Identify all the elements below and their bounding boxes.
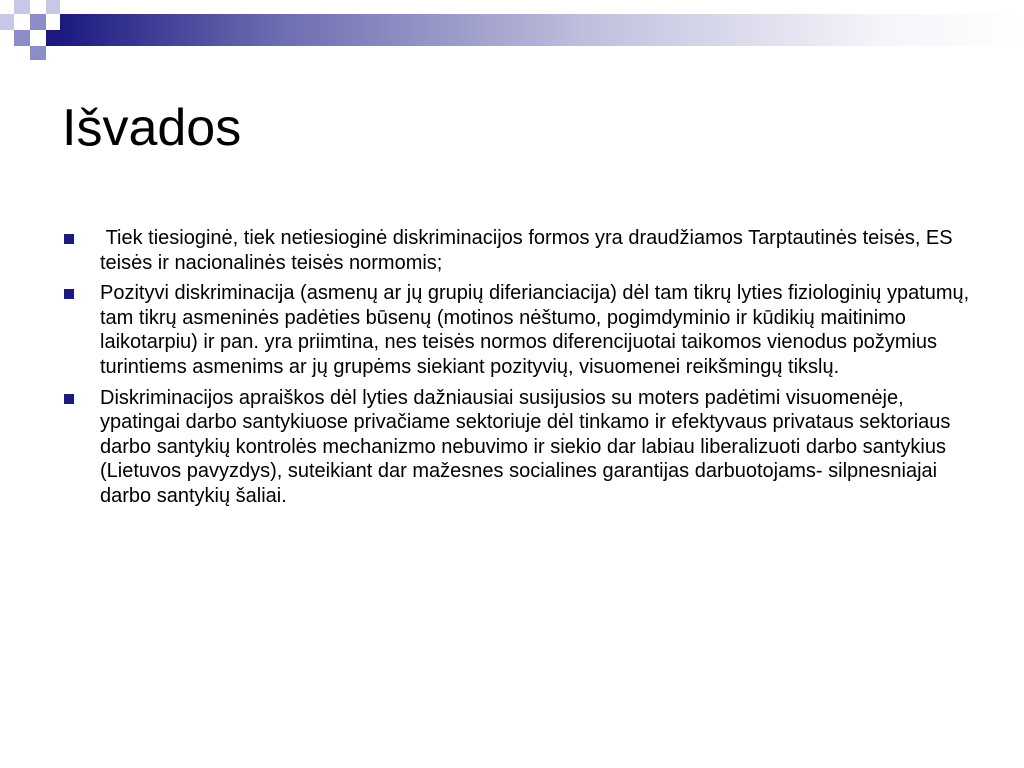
decor-square bbox=[30, 14, 46, 30]
header-gradient-bar bbox=[60, 14, 1024, 46]
bullet-text: Tiek tiesioginė, tiek netiesioginė diskriminacijos formos yra draudžiamos Tarptautinės teisės, ES teisės ir nacionalinės teisės normomis; bbox=[100, 227, 959, 274]
decor-square bbox=[30, 46, 46, 60]
decor-square bbox=[46, 0, 60, 14]
square-bullet-icon bbox=[64, 394, 74, 404]
decor-square bbox=[0, 14, 14, 30]
bullet-item bbox=[62, 226, 972, 275]
decor-square bbox=[46, 30, 60, 46]
bullet-text: Pozityvi diskriminacija (asmenų ar jų grupių diferianciacija) dėl tam tikrų lyties fiziologinių ypatumų, tam tikrų asmeninės padėties būsenų (motinos nėštumo, pogimdyminio ir kūdikių maitinimo laikotarpiu) ir pan. yra priimtina, nes teisės normos diferencijuotai taikomos vienodus požymius turintiems asmenims ar jų grupėms siekiant pozityvių, visuomenei reikšmingų tikslų. bbox=[100, 282, 970, 378]
bullet-list bbox=[62, 226, 972, 515]
bullet-item bbox=[62, 386, 972, 509]
square-bullet-icon bbox=[64, 289, 74, 299]
bullet-text: Diskriminacijos apraiškos dėl lyties dažniausiai susijusios su moters padėtimi visuomenėje, ypatingai darbo santykiuose privačiame sektoriuje dėl tinkamo ir efektyvaus privataus sektoriaus darbo santykių kontrolės mechanizmo nebuvimo ir siekio dar labiau liberalizuoti darbo santykius (Lietuvos pavyzdys), suteikiant dar mažesnes socialines garantijas darbuotojams- silpnesniajai darbo santykių šaliai. bbox=[100, 386, 951, 507]
bullet-item bbox=[62, 281, 972, 379]
decor-square bbox=[14, 0, 30, 14]
header-decoration bbox=[0, 0, 1024, 64]
decor-square bbox=[14, 30, 30, 46]
slide-title: Išvados bbox=[62, 99, 242, 157]
square-bullet-icon bbox=[64, 234, 74, 244]
